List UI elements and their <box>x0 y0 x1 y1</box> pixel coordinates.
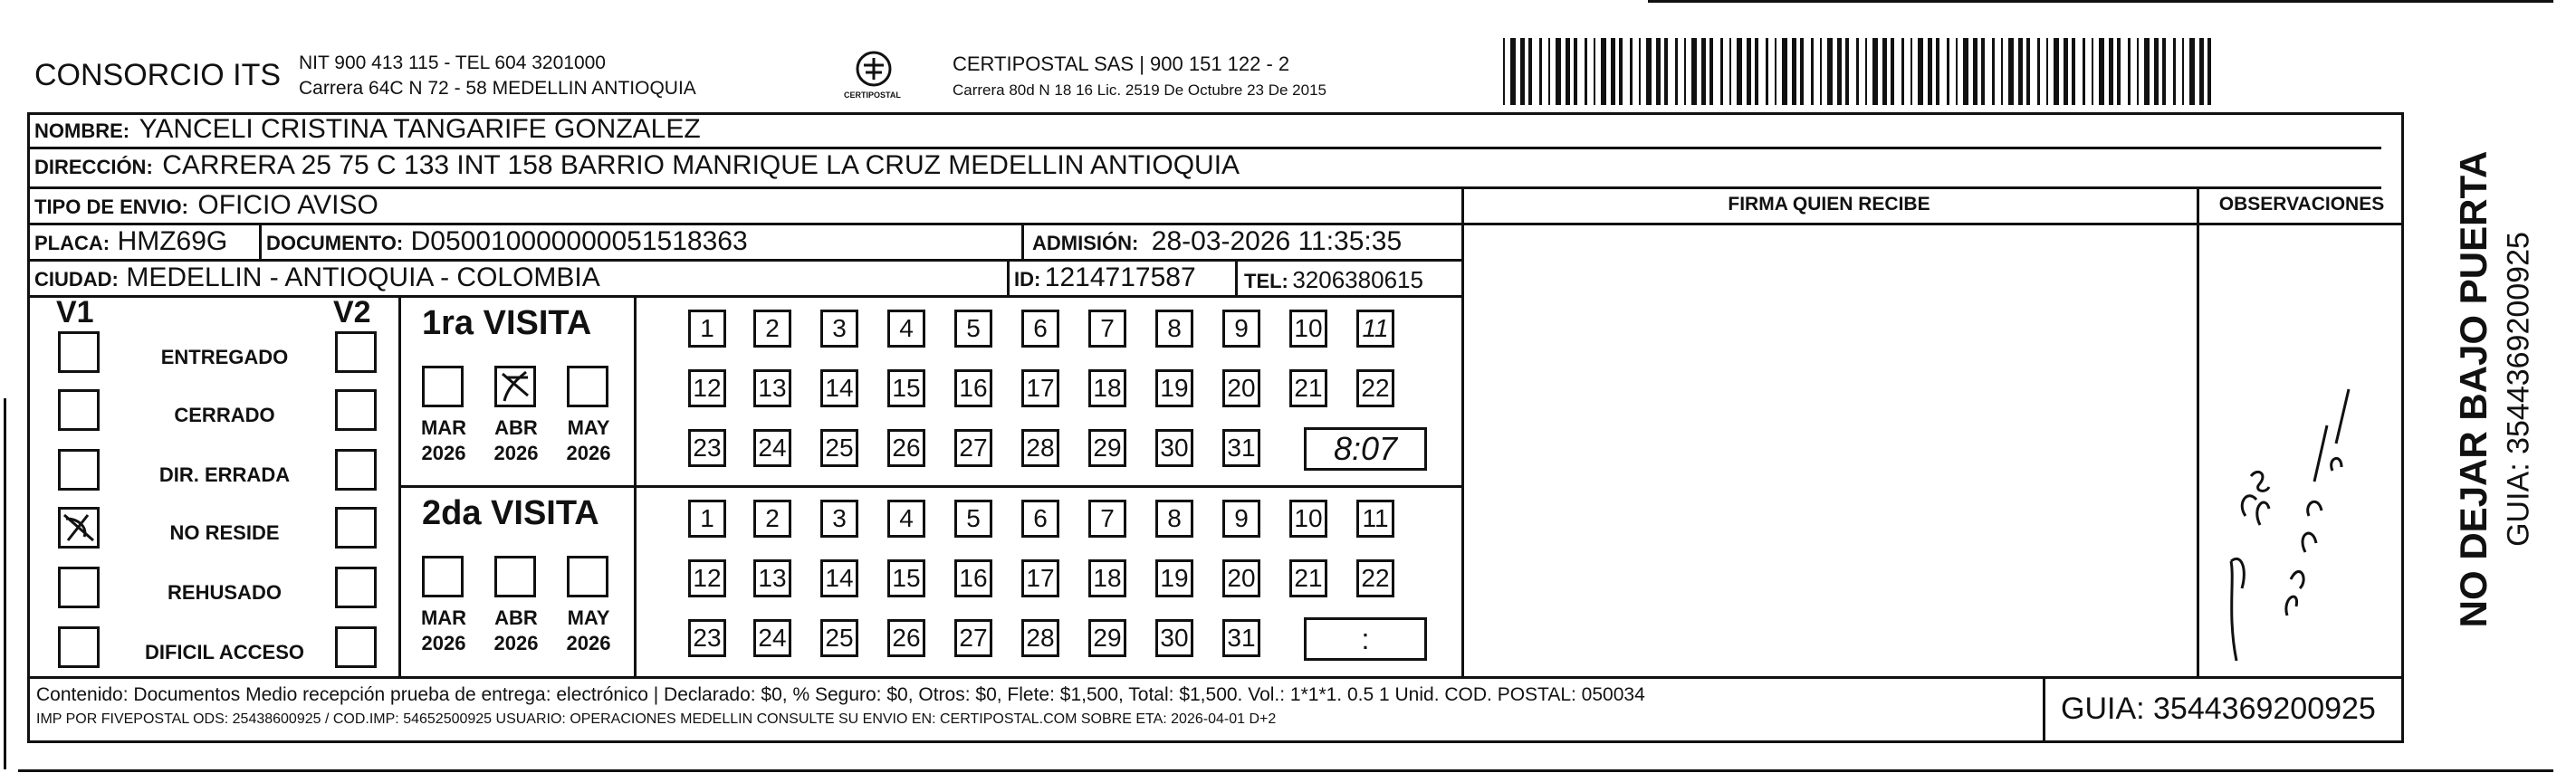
day-box[interactable]: 21 <box>1289 559 1327 597</box>
barcode-bar <box>1646 38 1652 105</box>
day-box[interactable]: 30 <box>1155 429 1193 467</box>
month-checkbox[interactable] <box>494 556 536 597</box>
day-box[interactable]: 19 <box>1155 369 1193 407</box>
side-warning: NO DEJAR BAJO PUERTA <box>2452 150 2495 628</box>
direccion-value: CARRERA 25 75 C 133 INT 158 BARRIO MANRIQUE LA CRUZ MEDELLIN ANTIOQUIA <box>162 150 1240 180</box>
day-box[interactable]: 20 <box>1222 369 1260 407</box>
day-box[interactable]: 17 <box>1021 369 1059 407</box>
day-box[interactable]: 11 <box>1356 500 1394 538</box>
nombre-row <box>34 114 701 147</box>
nombre-value: YANCELI CRISTINA TANGARIFE GONZALEZ <box>139 114 701 144</box>
reason-label: REHUSADO <box>168 581 282 604</box>
day-box[interactable]: 6 <box>1021 500 1059 538</box>
day-box[interactable]: 16 <box>954 559 992 597</box>
barcode-bar <box>2154 38 2159 105</box>
direccion-row <box>34 150 1240 181</box>
day-box[interactable]: 30 <box>1155 619 1193 657</box>
v1-checkbox[interactable] <box>58 626 100 668</box>
placa-row <box>34 226 227 257</box>
barcode-bar <box>1528 38 1532 105</box>
barcode-bar <box>2001 38 2003 105</box>
observaciones-header: OBSERVACIONES <box>2218 194 2385 215</box>
month-label: MAR <box>420 416 467 439</box>
barcode-bar <box>1720 38 1723 105</box>
company-name: CONSORCIO ITS <box>34 58 282 92</box>
time-field[interactable]: 8:07 <box>1304 427 1427 471</box>
day-box[interactable]: 3 <box>820 310 858 348</box>
id-value: 1214717587 <box>1044 262 1196 292</box>
day-box[interactable]: 22 <box>1356 369 1394 407</box>
barcode-bar <box>1737 38 1742 105</box>
barcode-bar <box>2064 38 2068 105</box>
divider <box>398 485 1461 488</box>
year-label: 2026 <box>421 632 466 654</box>
day-box[interactable]: 18 <box>1088 369 1126 407</box>
barcode-bar <box>1865 38 1867 105</box>
id-label: ID: <box>1014 268 1041 291</box>
day-box[interactable]: 10 <box>1289 500 1327 538</box>
barcode-bar <box>2072 38 2075 105</box>
direccion-label: DIRECCIÓN: <box>34 156 153 178</box>
divider <box>27 223 2404 225</box>
barcode-bar <box>1956 38 1958 105</box>
second-visit-title: 2da VISITA <box>422 494 599 532</box>
footer-guia: GUIA: 3544369200925 <box>2061 692 2376 726</box>
barcode-bar <box>1928 38 1932 105</box>
barcode-bar <box>1856 38 1859 105</box>
placa-label: PLACA: <box>34 232 110 254</box>
barcode-bar <box>2092 38 2093 105</box>
footer-print-info: IMP POR FIVEPOSTAL ODS: 25438600925 / COD.IMP: 54652500925 USUARIO: OPERACIONES MEDELLIN CONSULTE SU ENVIO EN: CERTIPOSTAL.COM SOBRE ETA: 2026-04-01 D+2 <box>36 711 1277 727</box>
barcode-bar <box>2162 38 2166 105</box>
barcode-bar <box>1548 38 1550 105</box>
barcode-bar <box>1684 38 1686 105</box>
day-box[interactable]: 17 <box>1021 559 1059 597</box>
barcode-bar <box>1585 38 1587 105</box>
day-box[interactable]: 1 <box>688 310 726 348</box>
barcode-bar <box>2008 38 2014 105</box>
tel-value: 3206380615 <box>1292 266 1423 293</box>
v1-label: V1 <box>56 295 94 329</box>
barcode-bar <box>1539 38 1542 105</box>
tipo-label: TIPO DE ENVIO: <box>34 196 188 218</box>
day-box[interactable]: 7 <box>1088 310 1126 348</box>
day-box[interactable]: 2 <box>753 500 791 538</box>
day-box[interactable]: 13 <box>753 559 791 597</box>
month-checkbox[interactable] <box>422 366 464 407</box>
divider <box>1021 223 1024 259</box>
barcode-bar <box>1811 38 1814 105</box>
admision-row <box>1032 226 1402 257</box>
logo-text: CERTIPOSTAL <box>844 91 901 100</box>
v1-checkbox[interactable] <box>58 507 100 549</box>
day-box[interactable]: 8 <box>1155 500 1193 538</box>
barcode-bar <box>1766 38 1768 105</box>
month-label: MAR <box>420 606 467 629</box>
v2-label: V2 <box>333 295 371 329</box>
barcode-bar <box>1747 38 1751 105</box>
v1-checkbox[interactable] <box>58 331 100 373</box>
barcode-bar <box>1820 38 1822 105</box>
day-box[interactable]: 18 <box>1088 559 1126 597</box>
tipo-row <box>34 190 378 221</box>
v1-checkbox[interactable] <box>58 389 100 431</box>
placa-value: HMZ69G <box>117 226 228 256</box>
barcode-bar <box>2128 38 2131 105</box>
barcode-bar <box>1792 38 1796 105</box>
day-box[interactable]: 5 <box>954 310 992 348</box>
day-box[interactable]: 24 <box>753 429 791 467</box>
divider <box>27 147 2381 149</box>
id-row <box>1014 262 1196 293</box>
barcode-bar <box>1837 38 1842 105</box>
barcode-bar <box>1510 38 1516 105</box>
nombre-label: NOMBRE: <box>34 119 130 142</box>
tipo-value: OFICIO AVISO <box>197 190 378 220</box>
documento-value: D050010000000051518363 <box>410 226 748 256</box>
day-box[interactable]: 10 <box>1289 310 1327 348</box>
barcode-bar <box>1664 38 1668 105</box>
bottom-rule <box>18 769 2553 772</box>
barcode-bar <box>1611 38 1615 105</box>
year-label: 2026 <box>493 632 539 654</box>
divider <box>259 223 262 259</box>
barcode-bar <box>1827 38 1833 105</box>
barcode-bar <box>1782 38 1787 105</box>
v2-checkbox[interactable] <box>335 449 377 491</box>
barcode-bar <box>2182 38 2184 105</box>
day-box[interactable]: 29 <box>1088 619 1126 657</box>
day-box[interactable]: 22 <box>1356 559 1394 597</box>
barcode-bar <box>1882 38 1887 105</box>
barcode-bar <box>2037 38 2040 105</box>
left-rule <box>4 398 6 769</box>
barcode-bar <box>1701 38 1706 105</box>
admision-label: ADMISIÓN: <box>1032 232 1139 254</box>
day-box[interactable]: 15 <box>887 369 925 407</box>
company-address: Carrera 64C N 72 - 58 MEDELLIN ANTIOQUIA <box>299 78 696 99</box>
day-box[interactable]: 23 <box>688 619 726 657</box>
year-label: 2026 <box>421 442 466 464</box>
v2-checkbox[interactable] <box>335 389 377 431</box>
day-box[interactable]: 9 <box>1222 310 1260 348</box>
barcode-bar <box>2173 38 2176 105</box>
barcode-bar <box>2109 38 2113 105</box>
barcode-bar <box>2046 38 2048 105</box>
tel-row <box>1244 266 1423 294</box>
day-box[interactable]: 28 <box>1021 429 1059 467</box>
v2-checkbox[interactable] <box>335 507 377 549</box>
footer-contents: Contenido: Documentos Medio recepción prueba de entrega: electrónico | Declarado: $0, % Seguro: $0, Otros: $0, Flete: $1,500, Total: $1,500. Vol.: 1*1*1. 0.5 1 Unid. COD. POSTAL: 050034 <box>36 684 1645 705</box>
day-box[interactable]: 11 <box>1356 310 1394 348</box>
day-box[interactable]: 13 <box>753 369 791 407</box>
barcode-bar <box>2189 38 2195 105</box>
firma-header: FIRMA QUIEN RECIBE <box>1728 194 1930 215</box>
day-box[interactable]: 12 <box>688 369 726 407</box>
barcode-bar <box>2026 38 2030 105</box>
barcode-bar <box>1729 38 1731 105</box>
day-box[interactable]: 25 <box>820 429 858 467</box>
barcode-bar <box>1619 38 1623 105</box>
day-box[interactable]: 28 <box>1021 619 1059 657</box>
documento-row <box>266 226 748 257</box>
day-box[interactable]: 26 <box>887 619 925 657</box>
day-box[interactable]: 4 <box>887 500 925 538</box>
barcode-bar <box>1594 38 1595 105</box>
side-guia: GUIA: 3544369200925 <box>2501 232 2536 547</box>
day-box[interactable]: 3 <box>820 500 858 538</box>
v2-checkbox[interactable] <box>335 331 377 373</box>
barcode-bar <box>1963 38 1968 105</box>
barcode-bar <box>1656 38 1661 105</box>
barcode-bar <box>2207 38 2211 105</box>
barcode-bar <box>1709 38 1713 105</box>
barcode-bar <box>1992 38 1995 105</box>
barcode-bar <box>2018 38 2023 105</box>
day-box[interactable]: 26 <box>887 429 925 467</box>
day-box[interactable]: 27 <box>954 429 992 467</box>
reason-label: NO RESIDE <box>169 521 280 544</box>
barcode-bar <box>2099 38 2104 105</box>
day-box[interactable]: 21 <box>1289 369 1327 407</box>
barcode-bar <box>1566 38 1570 105</box>
day-box[interactable]: 27 <box>954 619 992 657</box>
year-label: 2026 <box>493 442 539 464</box>
day-box[interactable]: 9 <box>1222 500 1260 538</box>
barcode-bar <box>2117 38 2121 105</box>
first-visit-title: 1ra VISITA <box>422 304 592 342</box>
v2-checkbox[interactable] <box>335 626 377 668</box>
barcode-bar <box>1503 38 1505 105</box>
barcode-bar <box>1872 38 1878 105</box>
divider <box>2043 676 2045 743</box>
barcode-bar <box>2137 38 2139 105</box>
ciudad-row <box>34 262 600 293</box>
barcode-bar <box>1845 38 1849 105</box>
day-box[interactable]: 19 <box>1155 559 1193 597</box>
day-box[interactable]: 23 <box>688 429 726 467</box>
month-label: MAY <box>567 606 610 629</box>
admision-value: 28-03-2026 11:35:35 <box>1151 226 1403 256</box>
company-nit: NIT 900 413 115 - TEL 604 3201000 <box>299 52 606 73</box>
day-box[interactable]: 24 <box>753 619 791 657</box>
tel-label: TEL: <box>1244 270 1288 292</box>
barcode-bar <box>1775 38 1776 105</box>
barcode-bar <box>1691 38 1697 105</box>
time-field[interactable]: : <box>1304 617 1427 661</box>
divider <box>27 295 1461 298</box>
day-box[interactable]: 15 <box>887 559 925 597</box>
month-label: ABR <box>494 606 538 629</box>
month-checkbox[interactable] <box>567 556 608 597</box>
divider <box>27 676 2404 679</box>
day-box[interactable]: 7 <box>1088 500 1126 538</box>
day-box[interactable]: 29 <box>1088 429 1126 467</box>
barcode-bar <box>2054 38 2059 105</box>
reason-label: ENTREGADO <box>160 346 289 368</box>
divider <box>27 259 1461 262</box>
day-box[interactable]: 20 <box>1222 559 1260 597</box>
barcode-bar <box>1891 38 1894 105</box>
v2-checkbox[interactable] <box>335 567 377 608</box>
day-box[interactable]: 6 <box>1021 310 1059 348</box>
ciudad-label: CIUDAD: <box>34 268 119 291</box>
divider <box>1235 259 1238 295</box>
reason-label: CERRADO <box>174 404 275 426</box>
handwritten-observation <box>2209 290 2390 670</box>
day-box[interactable]: 5 <box>954 500 992 538</box>
barcode-bar <box>1601 38 1606 105</box>
ciudad-value: MEDELLIN - ANTIOQUIA - COLOMBIA <box>126 262 600 292</box>
v1-checkbox[interactable] <box>58 449 100 491</box>
barcode-bar <box>2083 38 2085 105</box>
day-box[interactable]: 31 <box>1222 429 1260 467</box>
barcode-bar <box>2144 38 2150 105</box>
month-label: ABR <box>494 416 538 439</box>
barcode-bar <box>1973 38 1977 105</box>
day-box[interactable]: 1 <box>688 500 726 538</box>
year-label: 2026 <box>566 632 611 654</box>
day-box[interactable]: 14 <box>820 369 858 407</box>
barcode-bar <box>1630 38 1633 105</box>
reason-label: DIFICIL ACCESO <box>144 641 304 663</box>
barcode-bar <box>1639 38 1641 105</box>
certipostal-company: CERTIPOSTAL SAS | 900 151 122 - 2 <box>953 52 1290 75</box>
barcode-bar <box>1675 38 1678 105</box>
barcode-bar <box>1556 38 1561 105</box>
divider <box>1007 259 1010 295</box>
barcode-bar <box>1574 38 1577 105</box>
barcode-bar <box>1947 38 1949 105</box>
obs-col-divider <box>2197 186 2199 676</box>
barcode-bar <box>2199 38 2204 105</box>
day-box[interactable]: 4 <box>887 310 925 348</box>
certipostal-address: Carrera 80d N 18 16 Lic. 2519 De Octubre 23 De 2015 <box>953 81 1326 99</box>
divider <box>27 186 2381 189</box>
month-checkbox[interactable] <box>567 366 608 407</box>
barcode <box>1503 38 2227 105</box>
year-label: 2026 <box>566 442 611 464</box>
day-box[interactable]: 14 <box>820 559 858 597</box>
v1-checkbox[interactable] <box>58 567 100 608</box>
month-label: MAY <box>567 416 610 439</box>
day-box[interactable]: 25 <box>820 619 858 657</box>
barcode-bar <box>1901 38 1904 105</box>
day-box[interactable]: 16 <box>954 369 992 407</box>
day-box[interactable]: 31 <box>1222 619 1260 657</box>
day-box[interactable]: 2 <box>753 310 791 348</box>
barcode-bar <box>1936 38 1939 105</box>
documento-label: DOCUMENTO: <box>266 232 404 254</box>
top-right-rule <box>1648 0 2553 3</box>
barcode-bar <box>1800 38 1804 105</box>
barcode-bar <box>1981 38 1985 105</box>
day-box[interactable]: 8 <box>1155 310 1193 348</box>
firma-col-divider <box>1461 186 1464 676</box>
certipostal-logo <box>842 45 905 105</box>
barcode-bar <box>1520 38 1525 105</box>
barcode-bar <box>1910 38 1912 105</box>
month-checkbox[interactable] <box>494 366 536 407</box>
month-checkbox[interactable] <box>422 556 464 597</box>
reason-label: DIR. ERRADA <box>158 463 291 486</box>
barcode-bar <box>1755 38 1758 105</box>
day-box[interactable]: 12 <box>688 559 726 597</box>
barcode-bar <box>1918 38 1923 105</box>
